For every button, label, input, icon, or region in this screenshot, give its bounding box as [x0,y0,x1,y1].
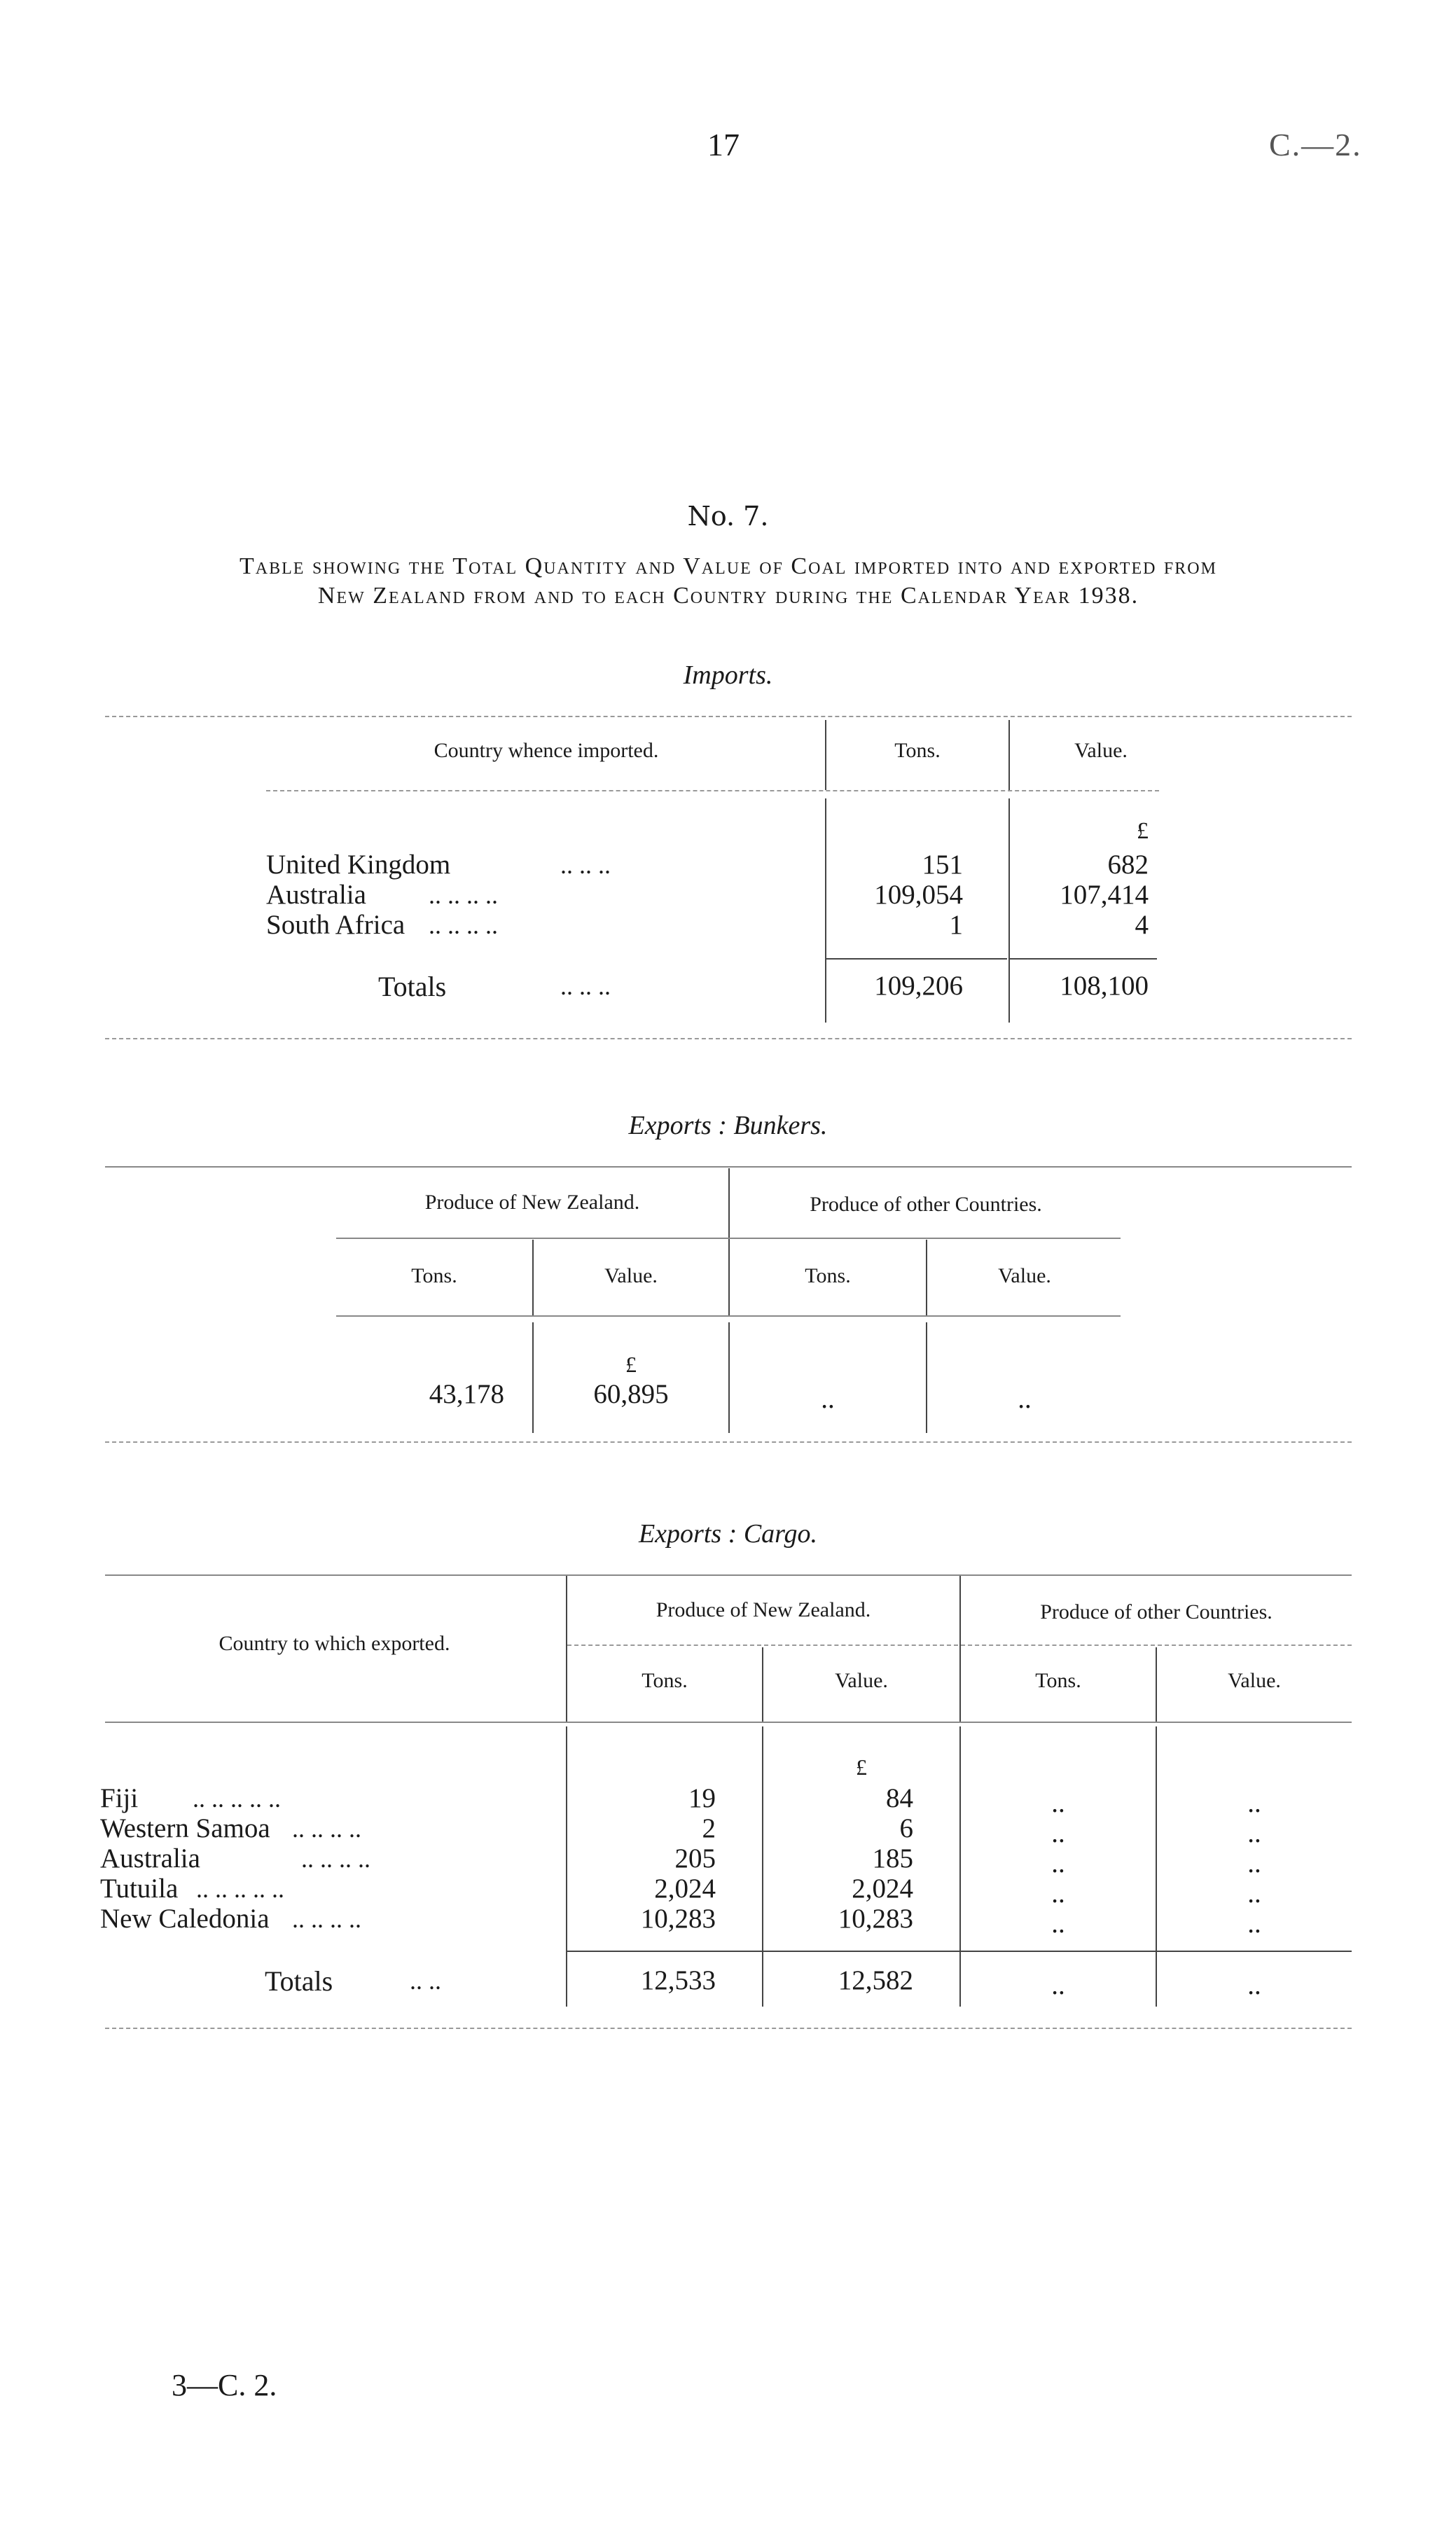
cargo-col-value: Value. [1228,1669,1281,1692]
cargo-value: 10,283 [838,1904,913,1934]
cargo-totals-value: 12,582 [838,1965,913,1995]
cargo-country: New Caledonia [100,1904,270,1934]
leader-dots: .. .. .. [560,972,611,1000]
imports-tons: 151 [922,850,963,880]
leader-dots: .. .. .. .. .. [193,1785,281,1813]
cargo-other-value: .. [1247,1909,1261,1939]
cargo-value: 2,024 [852,1874,913,1904]
cargo-other-tons: .. [1051,1848,1065,1878]
cargo-country: Tutuila [100,1874,179,1904]
table-number: No. 7. [687,501,769,532]
leader-dots: .. .. .. .. .. [196,1875,284,1903]
cargo-other-value: .. [1247,1788,1261,1818]
imports-col-tons: Tons. [894,739,941,762]
bunkers-other-value: .. [1018,1384,1032,1414]
bunkers-group-rule [336,1238,1121,1239]
imports-title: Imports. [683,660,773,690]
cargo-tons: 205 [674,1843,716,1874]
bunkers-header-rule [336,1315,1121,1317]
bunkers-bottom-rule [105,1441,1352,1443]
cargo-col-country: Country to which exported. [219,1632,450,1655]
cargo-group-rule [567,1645,1352,1646]
bunkers-nz-value: 60,895 [593,1379,669,1409]
cargo-value: 84 [886,1783,913,1813]
bunkers-group-other: Produce of other Countries. [810,1193,1042,1216]
imports-top-rule [105,716,1352,717]
cargo-tons: 2,024 [654,1874,716,1904]
cargo-col-tons: Tons. [1035,1669,1081,1692]
cargo-group-other: Produce of other Countries. [1040,1600,1273,1623]
imports-country: South Africa [266,910,405,940]
cargo-other-value: .. [1247,1848,1261,1878]
cargo-totals-tons: 12,533 [640,1965,716,1995]
bunkers-divider [728,1322,730,1433]
imports-totals-rule [826,958,1007,960]
imports-totals-tons: 109,206 [874,971,963,1001]
cargo-country: Western Samoa [100,1813,270,1843]
table-caption-line-2: New Zealand from and to each Country during the Calendar Year 1938. [317,583,1139,609]
table-caption-line-1: Table showing the Total Quantity and Value of Coal imported into and exported from [240,553,1217,579]
cargo-col-value: Value. [835,1669,888,1692]
cargo-value: 185 [872,1843,913,1874]
bunkers-col-tons: Tons. [805,1264,851,1287]
bunkers-col-tons: Tons. [411,1264,457,1287]
imports-country: Australia [266,880,366,910]
cargo-other-value: .. [1247,1878,1261,1909]
cargo-totals-other-tons: .. [1051,1970,1065,2000]
bunkers-other-tons: .. [821,1384,835,1414]
cargo-currency-symbol: £ [856,1754,867,1780]
cargo-other-value: .. [1247,1818,1261,1848]
cargo-totals-label: Totals [265,1965,333,1997]
cargo-other-tons: .. [1051,1788,1065,1818]
cargo-col-tons: Tons. [642,1669,688,1692]
imports-value: 4 [1135,910,1149,940]
cargo-totals-other-value: .. [1247,1970,1261,2000]
imports-totals-label: Totals [378,971,447,1002]
imports-totals-value: 108,100 [1060,971,1149,1001]
cargo-group-nz: Produce of New Zealand. [656,1598,871,1621]
bunkers-divider [926,1322,927,1433]
leader-dots: .. .. .. .. [429,881,498,909]
leader-dots: .. .. [410,1967,441,1995]
bunkers-nz-tons: 43,178 [429,1379,504,1409]
bunkers-currency-symbol: £ [625,1352,637,1377]
cargo-totals-rule [567,1951,1352,1952]
bunkers-divider [532,1322,534,1433]
leader-dots: .. .. .. .. [429,911,498,939]
cargo-bottom-rule [105,2028,1352,2029]
cargo-tons: 19 [688,1783,716,1813]
bunkers-divider [728,1168,730,1315]
cargo-country: Australia [100,1843,200,1874]
bunkers-title: Exports : Bunkers. [628,1111,828,1140]
leader-dots: .. .. .. .. [301,1845,370,1873]
imports-value: 107,414 [1060,880,1149,910]
cargo-other-tons: .. [1051,1818,1065,1848]
cargo-header-rule [105,1722,1352,1723]
imports-header-rule [266,790,1159,791]
cargo-tons: 2 [702,1813,716,1843]
cargo-value: 6 [899,1813,913,1843]
bunkers-group-nz: Produce of New Zealand. [424,1191,640,1214]
cargo-top-rule [105,1574,1352,1576]
imports-bottom-rule [105,1038,1352,1039]
imports-tons: 1 [949,910,963,940]
document-reference: C.—2. [1269,127,1362,162]
cargo-title: Exports : Cargo. [638,1519,818,1549]
bunkers-col-value: Value. [604,1264,658,1287]
imports-totals-rule [1010,958,1157,960]
imports-tons: 109,054 [874,880,963,910]
leader-dots: .. .. .. [560,851,611,879]
cargo-tons: 10,283 [640,1904,716,1934]
imports-currency-symbol: £ [1137,818,1149,844]
imports-col-country: Country whence imported. [434,739,659,762]
leader-dots: .. .. .. .. [292,1815,361,1843]
bunkers-col-value: Value. [998,1264,1051,1287]
imports-col-value: Value. [1074,739,1128,762]
leader-dots: .. .. .. .. [292,1905,361,1933]
imports-value: 682 [1107,850,1149,880]
cargo-divider [959,1576,961,1723]
imports-country: United Kingdom [266,850,451,880]
cargo-other-tons: .. [1051,1909,1065,1939]
cargo-other-tons: .. [1051,1878,1065,1909]
bunkers-top-rule [105,1166,1352,1168]
page-footer-signature: 3—C. 2. [172,2368,277,2402]
cargo-country: Fiji [100,1783,139,1813]
page-number: 17 [707,127,740,162]
